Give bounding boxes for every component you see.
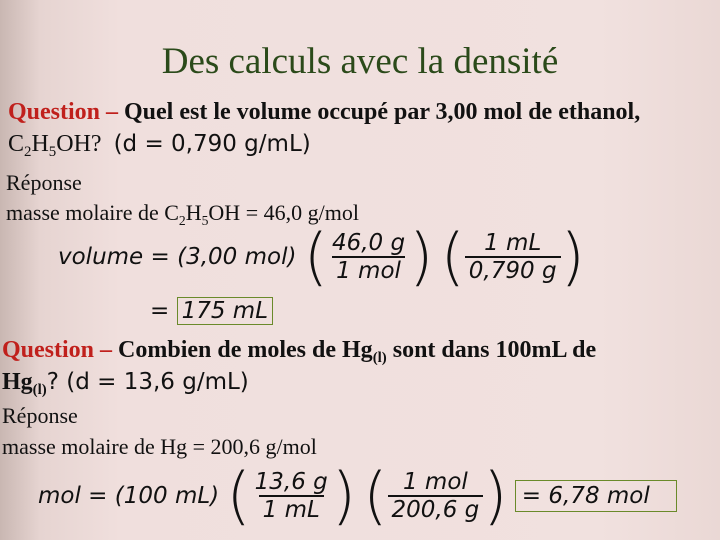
result-1-value: 175 mL — [177, 297, 273, 325]
fraction-4-numerator: 1 mol — [402, 469, 468, 495]
result-1: = 175 mL — [150, 298, 273, 324]
equation-1 — [58, 220, 585, 293]
question-1-density: (d = 0,790 g/mL) — [113, 131, 311, 157]
fraction-4-denominator: 200,6 g — [388, 495, 484, 523]
question-1-text: Quel est le volume occupé par 3,00 mol de ethanol, — [118, 99, 641, 125]
fraction-2-denominator: 0,790 g — [465, 256, 561, 284]
molar-mass-ethanol: masse molaire de $C_2H_5OH = 46,0$ g/mol — [6, 200, 359, 228]
question-1-label: Question — [8, 99, 101, 125]
fraction-2-density: ( $\frac{1 mL}{0,790 g}$ ) — [440, 220, 585, 293]
ethanol-formula: $C_2H_5OH$? — [8, 131, 102, 161]
molar-mass-mercury: masse molaire de Hg = 200,6 g/mol — [2, 434, 317, 459]
question-1-line-2 — [8, 129, 311, 159]
response-2-label: Réponse — [2, 403, 78, 428]
result-2-value: = 6,78 mol — [515, 480, 677, 512]
equation-1-lhs: volume = (3,00 mol) — [58, 244, 297, 270]
question-2-label: Question — [2, 337, 95, 363]
question-2-line-1: Question – Combien de moles de $Hg_{(l)}$ sont dans 100mL de — [2, 337, 597, 367]
question-1-dash: – — [100, 99, 119, 125]
question-2-line-2: $Hg_{(l)}$? (d = 13,6 g/mL) — [2, 369, 249, 399]
equation-2-lhs: mol = (100 mL) — [38, 483, 220, 509]
response-1-label: Réponse — [6, 170, 82, 195]
fraction-3-density: ( $\frac{13,6 g}{1 mL}$ ) — [226, 459, 356, 532]
fraction-3-numerator: 13,6 g — [254, 469, 328, 495]
question-2-dash: – — [94, 337, 113, 363]
fraction-1-molar-mass: ( $\frac{46,0 g}{\text{1 mol}}$ ) — [303, 220, 434, 293]
fraction-1-denominator: 1 mol — [332, 256, 405, 284]
fraction-4-molar-mass: ( $\frac{\text{1 mol}}{200,6 g}$ ) — [363, 459, 508, 532]
fraction-1-numerator: 46,0 g — [331, 230, 406, 256]
fraction-3-denominator: 1 mL — [259, 495, 324, 523]
slide-title: Des calculs avec la densité — [161, 41, 559, 82]
equation-2 — [38, 459, 677, 532]
question-2-density: ? (d = 13,6 g/mL) — [46, 369, 249, 395]
question-1-line-1 — [8, 97, 640, 127]
fraction-2-numerator: 1 mL — [484, 230, 542, 256]
